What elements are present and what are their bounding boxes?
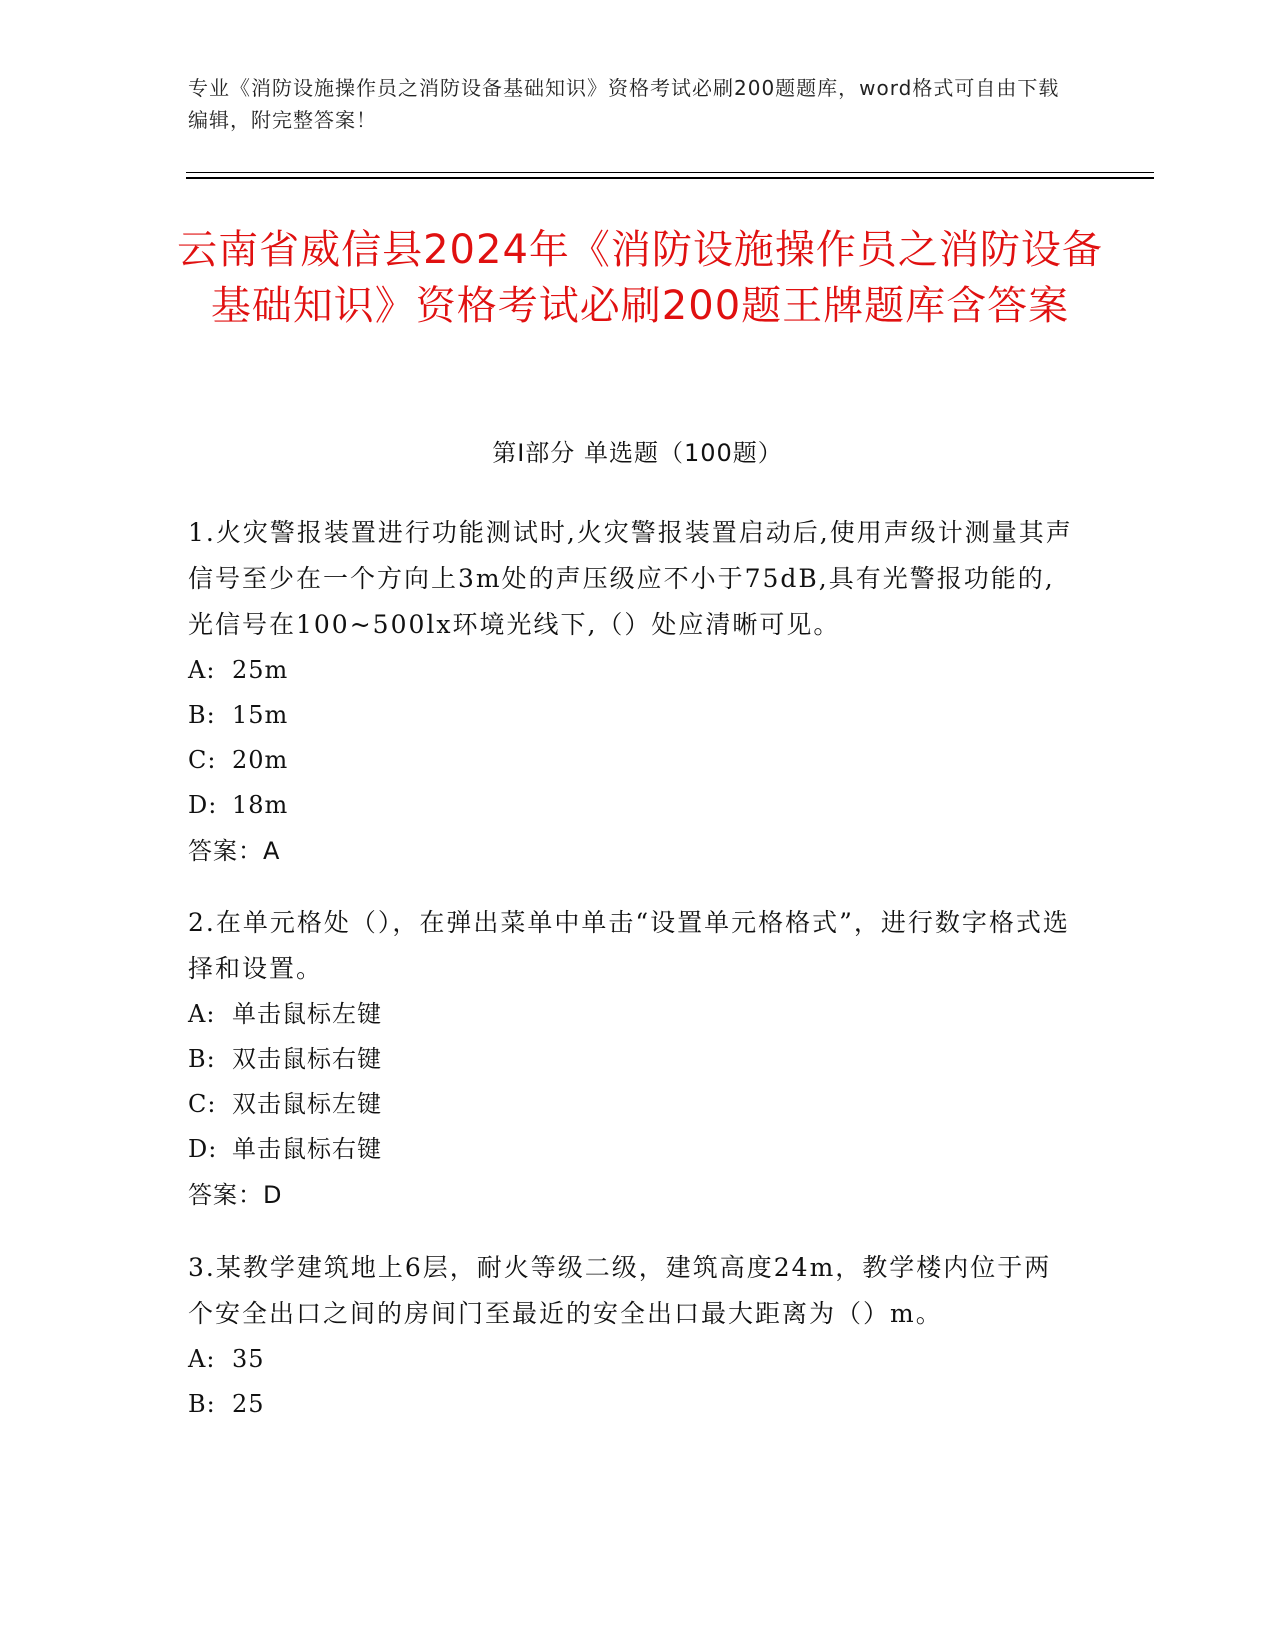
option-key: C:: [188, 1090, 217, 1118]
option-text: 双击鼠标左键: [232, 1090, 382, 1118]
option-c: [188, 738, 1078, 783]
option-text: 25m: [232, 656, 289, 684]
header-divider-bottom: [186, 177, 1154, 179]
question-stem: 1.火灾警报装置进行功能测试时,火灾警报装置启动后,使用声级计测量其声信号至少在一个方向上3m处的声压级应不小于75dB,具有光警报功能的,光信号在100~500lx环境光线下,（）处应清晰可见。: [188, 518, 1073, 639]
option-key: B:: [188, 1390, 216, 1418]
option-key: D:: [188, 791, 218, 819]
question-3: [188, 1245, 1078, 1427]
option-text: 单击鼠标右键: [232, 1135, 382, 1163]
header-divider-top: [186, 172, 1154, 173]
option-a: [188, 1337, 1078, 1382]
option-b: [188, 1382, 1078, 1427]
option-d: [188, 1127, 1078, 1172]
option-text: 35: [232, 1345, 265, 1373]
option-text: 双击鼠标右键: [232, 1045, 382, 1073]
option-key: A:: [188, 1000, 216, 1028]
option-key: A:: [188, 656, 216, 684]
answer-line: 答案：D: [188, 1181, 283, 1209]
option-a: [188, 648, 1078, 693]
option-c: [188, 1082, 1078, 1127]
option-b: [188, 693, 1078, 738]
section-title: 第Ⅰ部分 单选题（100题）: [492, 439, 783, 467]
option-key: B:: [188, 701, 216, 729]
header-note: 专业《消防设施操作员之消防设备基础知识》资格考试必刷200题题库，word格式可自由下载编辑，附完整答案！: [188, 76, 1060, 132]
option-text: 18m: [232, 791, 289, 819]
option-b: [188, 1037, 1078, 1082]
option-d: [188, 783, 1078, 828]
option-text: 15m: [232, 701, 289, 729]
option-a: [188, 992, 1078, 1037]
question-stem: 2.在单元格处（），在弹出菜单中单击“设置单元格格式”，进行数字格式选择和设置。: [188, 908, 1070, 983]
document-title: 云南省威信县2024年《消防设施操作员之消防设备基础知识》资格考试必刷200题王牌题库含答案: [177, 227, 1103, 329]
option-key: D:: [188, 1135, 218, 1163]
option-key: C:: [188, 746, 217, 774]
option-key: A:: [188, 1345, 216, 1373]
question-2: [188, 900, 1078, 1218]
option-text: 20m: [232, 746, 289, 774]
option-text: 25: [232, 1390, 265, 1418]
question-1: [188, 510, 1078, 874]
answer-line: 答案：A: [188, 837, 281, 865]
option-text: 单击鼠标左键: [232, 1000, 382, 1028]
question-stem: 3.某教学建筑地上6层，耐火等级二级，建筑高度24m，教学楼内位于两个安全出口之间的房间门至最近的安全出口最大距离为（）m。: [188, 1253, 1052, 1328]
option-key: B:: [188, 1045, 216, 1073]
